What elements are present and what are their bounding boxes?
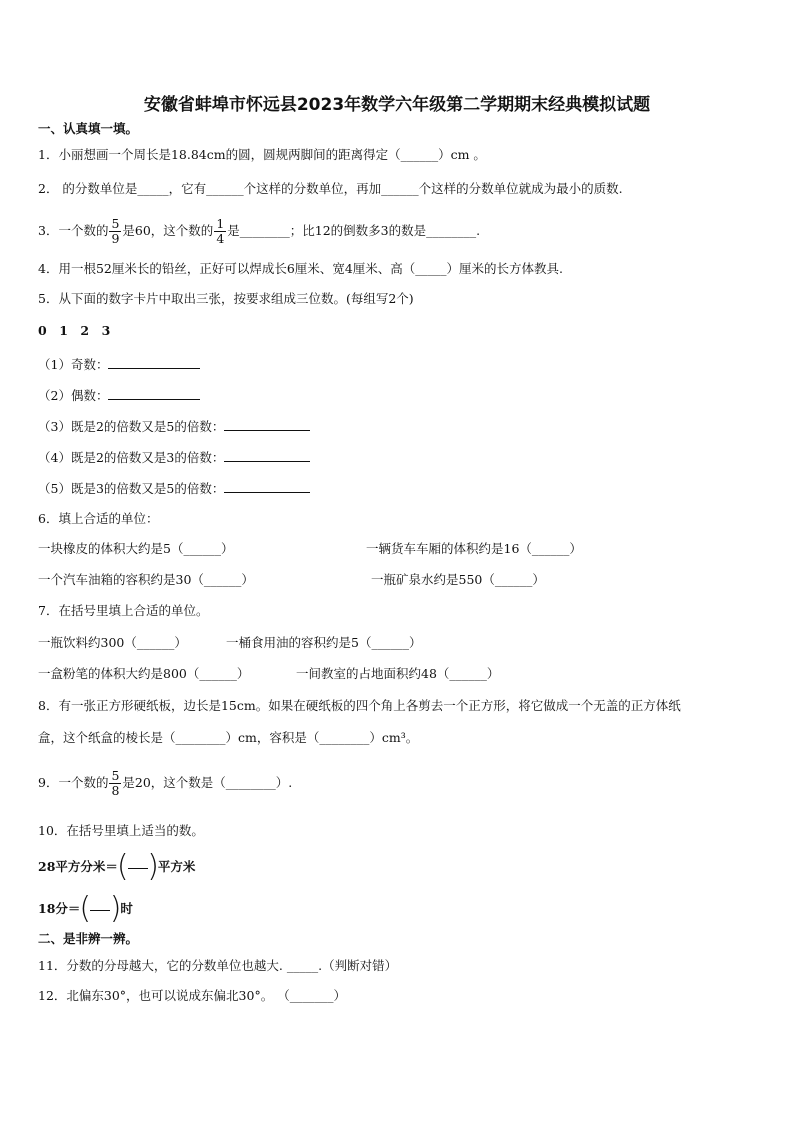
- fraction-answer-box[interactable]: ( ): [79, 890, 122, 926]
- fraction-1-4: [214, 217, 226, 246]
- question-3-text-b: 是60，这个数的: [122, 223, 214, 238]
- question-7: 7．在括号里填上合适的单位。: [38, 603, 209, 618]
- section-heading-2: 二、是非辨一辨。: [38, 931, 139, 946]
- question-1: 1．小丽想画一个周长是18.84cm的圆，圆规两脚间的距离得定（______）cm 。: [38, 147, 486, 162]
- question-10-a: [38, 850, 195, 885]
- question-9-text-a: 9．一个数的: [38, 775, 109, 790]
- question-3-text-c: 是________；比12的倒数多3的数是________.: [227, 223, 481, 238]
- q5-item-even: [38, 385, 200, 405]
- answer-blank[interactable]: [224, 478, 310, 493]
- q5-item-label: （3）既是2的倍数又是5的倍数：: [38, 419, 225, 434]
- answer-blank[interactable]: [108, 385, 200, 400]
- question-6-d: 一瓶矿泉水约是550（______）: [371, 572, 545, 587]
- q5-item-label: （4）既是2的倍数又是3的倍数：: [38, 450, 225, 465]
- question-3: [38, 214, 480, 248]
- q10-b-right: 时: [120, 901, 133, 916]
- question-9: [38, 766, 292, 800]
- section-heading-1: 一、认真填一填。: [38, 121, 139, 136]
- question-6-b: 一辆货车车厢的体积约是16（______）: [366, 541, 582, 556]
- q5-item-label: （5）既是3的倍数又是5的倍数：: [38, 481, 225, 496]
- question-9-text-b: 是20，这个数是（________）.: [122, 775, 293, 790]
- q5-item-label: （2）偶数：: [38, 388, 109, 403]
- page-title: 安徽省蚌埠市怀远县2023年数学六年级第二学期期末经典模拟试题: [143, 95, 651, 115]
- question-8-line-2: 盒，这个纸盒的棱长是（________）cm，容积是（________）cm³。: [38, 730, 419, 745]
- question-7-c: 一盒粉笔的体积大约是800（______）: [38, 666, 250, 681]
- answer-blank[interactable]: [224, 447, 310, 462]
- question-3-text-a: 3．一个数的: [38, 223, 109, 238]
- fraction-denominator: 8: [111, 783, 120, 798]
- question-11: 11．分数的分母越大，它的分数单位也越大. _____.（判断对错）: [38, 958, 398, 973]
- q5-item-odd: [38, 354, 200, 374]
- question-4: 4．用一根52厘米长的铅丝，正好可以焊成长6厘米、宽4厘米、高（_____）厘米的长方体教具.: [38, 261, 563, 276]
- q5-item-mult-3-5: [38, 478, 310, 498]
- fraction-denominator: 4: [216, 231, 225, 246]
- digit-cards: 0 1 2 3: [38, 323, 111, 338]
- question-6-c: 一个汽车油箱的容积约是30（______）: [38, 572, 254, 587]
- q5-item-mult-2-5: [38, 416, 310, 436]
- q5-item-label: （1）奇数：: [38, 357, 109, 372]
- fraction-5-9: [109, 217, 121, 246]
- fraction-answer-box[interactable]: ( ): [116, 848, 159, 884]
- fraction-numerator: 5: [111, 216, 120, 231]
- question-8-line-1: 8．有一张正方形硬纸板，边长是15cm。如果在硬纸板的四个角上各剪去一个正方形，将它做成一个无盖的正方体纸: [38, 698, 681, 713]
- question-2: 2． 的分数单位是_____，它有______个这样的分数单位，再加______个这样的分数单位就成为最小的质数.: [38, 181, 623, 196]
- fraction-numerator: 5: [111, 768, 120, 783]
- answer-blank[interactable]: [224, 416, 310, 431]
- q5-item-mult-2-3: [38, 447, 310, 467]
- q10-a-right: 平方米: [157, 859, 196, 874]
- question-10-b: [38, 892, 133, 927]
- question-5: 5．从下面的数字卡片中取出三张，按要求组成三位数。(每组写2个): [38, 291, 414, 306]
- answer-blank[interactable]: [108, 354, 200, 369]
- q10-a-left: 28平方分米＝: [38, 859, 118, 874]
- question-6-a: 一块橡皮的体积大约是5（______）: [38, 541, 234, 556]
- question-10: 10．在括号里填上适当的数。: [38, 823, 204, 838]
- question-6: 6．填上合适的单位：: [38, 511, 159, 526]
- q10-b-left: 18分＝: [38, 901, 81, 916]
- fraction-numerator: 1: [216, 216, 225, 231]
- question-7-d: 一间教室的占地面积约48（______）: [296, 666, 500, 681]
- question-7-a: 一瓶饮料约300（______）: [38, 635, 187, 650]
- fraction-5-8: [109, 769, 121, 798]
- fraction-denominator: 9: [111, 231, 120, 246]
- question-12: 12．北偏东30°，也可以说成东偏北30°。 （_______）: [38, 988, 346, 1003]
- question-7-b: 一桶食用油的容积约是5（______）: [226, 635, 422, 650]
